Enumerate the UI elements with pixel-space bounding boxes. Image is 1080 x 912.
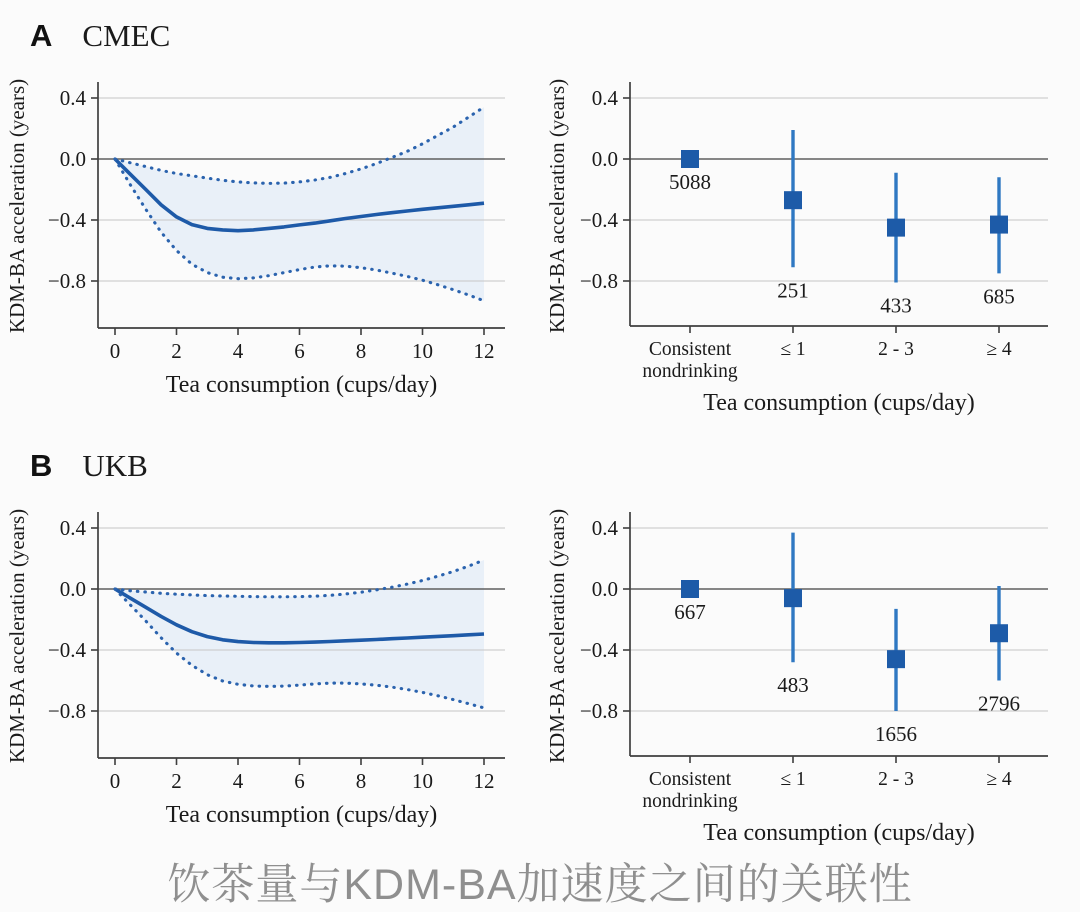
panel-a <box>0 0 1080 430</box>
n-label: 433 <box>880 293 912 318</box>
forest-chart-ukb <box>540 488 1080 860</box>
confidence-band <box>115 560 484 708</box>
y-tick-label: −0.8 <box>579 269 618 293</box>
category-label: Consistent <box>648 769 732 790</box>
category-label: ≥ 4 <box>986 339 1012 360</box>
estimate-marker <box>887 219 905 237</box>
n-label: 685 <box>983 284 1015 309</box>
y-axis-title: KDM-BA acceleration (years) <box>545 78 569 334</box>
x-tick-label: 6 <box>294 769 305 793</box>
category-label: nondrinking <box>642 361 738 382</box>
x-tick-label: 12 <box>473 769 495 793</box>
x-tick-label: 12 <box>473 339 495 363</box>
y-tick-label: 0.0 <box>591 147 618 171</box>
category-label: Consistent <box>648 339 732 360</box>
y-tick-label: −0.8 <box>47 699 86 723</box>
x-tick-label: 10 <box>412 769 433 793</box>
category-label: ≥ 4 <box>986 769 1012 790</box>
spline-chart-cmec <box>0 58 540 430</box>
category-label: ≤ 1 <box>780 339 806 360</box>
n-label: 2796 <box>978 691 1020 716</box>
figure-caption: 饮茶量与KDM-BA加速度之间的关联性 <box>167 861 913 909</box>
category-label: 2 - 3 <box>878 339 914 360</box>
n-label: 667 <box>674 600 706 624</box>
panel-b-letter: B <box>30 448 53 483</box>
y-tick-label: 0.0 <box>591 577 618 601</box>
n-label: 5088 <box>669 170 711 194</box>
x-tick-label: 6 <box>294 339 305 363</box>
x-axis-title: Tea consumption (cups/day) <box>703 390 975 416</box>
n-label: 1656 <box>875 722 917 746</box>
confidence-band <box>115 107 484 301</box>
y-axis-title: KDM-BA acceleration (years) <box>545 508 569 764</box>
estimate-marker <box>681 580 699 598</box>
y-axis-title: KDM-BA acceleration (years) <box>5 78 29 334</box>
y-tick-label: 0.4 <box>59 86 86 110</box>
x-tick-label: 2 <box>171 769 182 793</box>
estimate-marker <box>887 650 905 668</box>
estimate-marker <box>681 150 699 168</box>
x-tick-label: 8 <box>355 769 367 793</box>
y-tick-label: −0.4 <box>579 208 618 232</box>
y-tick-label: −0.8 <box>579 699 618 723</box>
n-label: 483 <box>777 673 809 698</box>
y-tick-label: −0.4 <box>47 208 86 232</box>
panel-a-charts <box>0 58 1080 430</box>
panel-b <box>0 430 1080 860</box>
x-axis-title: Tea consumption (cups/day) <box>165 802 438 828</box>
x-tick-label: 4 <box>232 769 244 793</box>
x-axis-title: Tea consumption (cups/day) <box>165 372 438 398</box>
spline-chart-ukb <box>0 488 540 860</box>
y-tick-label: −0.8 <box>47 269 86 293</box>
x-tick-label: 10 <box>412 339 433 363</box>
y-tick-label: 0.4 <box>591 516 618 540</box>
estimate-marker <box>990 216 1008 234</box>
panel-b-charts <box>0 488 1080 860</box>
category-label: ≤ 1 <box>780 769 806 790</box>
estimate-marker <box>784 191 802 209</box>
y-tick-label: −0.4 <box>579 638 618 662</box>
y-tick-label: −0.4 <box>47 638 86 662</box>
panel-a-title: CMEC <box>82 18 171 53</box>
y-tick-label: 0.4 <box>59 516 86 540</box>
x-tick-label: 2 <box>171 339 182 363</box>
category-label: nondrinking <box>642 791 738 812</box>
panel-b-title: UKB <box>82 448 148 483</box>
forest-chart-cmec <box>540 58 1080 430</box>
x-tick-label: 0 <box>109 769 121 793</box>
panel-a-letter: A <box>30 18 53 53</box>
y-tick-label: 0.0 <box>59 577 86 601</box>
x-tick-label: 4 <box>232 339 244 363</box>
category-label: 2 - 3 <box>878 769 914 790</box>
panel-a-header <box>30 18 170 54</box>
n-label: 251 <box>777 278 809 303</box>
x-tick-label: 8 <box>355 339 367 363</box>
y-tick-label: 0.4 <box>591 86 618 110</box>
estimate-marker <box>990 624 1008 642</box>
x-tick-label: 0 <box>109 339 121 363</box>
estimate-marker <box>784 589 802 607</box>
x-axis-title: Tea consumption (cups/day) <box>703 820 975 846</box>
y-tick-label: 0.0 <box>59 147 86 171</box>
y-axis-title: KDM-BA acceleration (years) <box>5 508 29 764</box>
panel-b-header <box>30 448 148 484</box>
